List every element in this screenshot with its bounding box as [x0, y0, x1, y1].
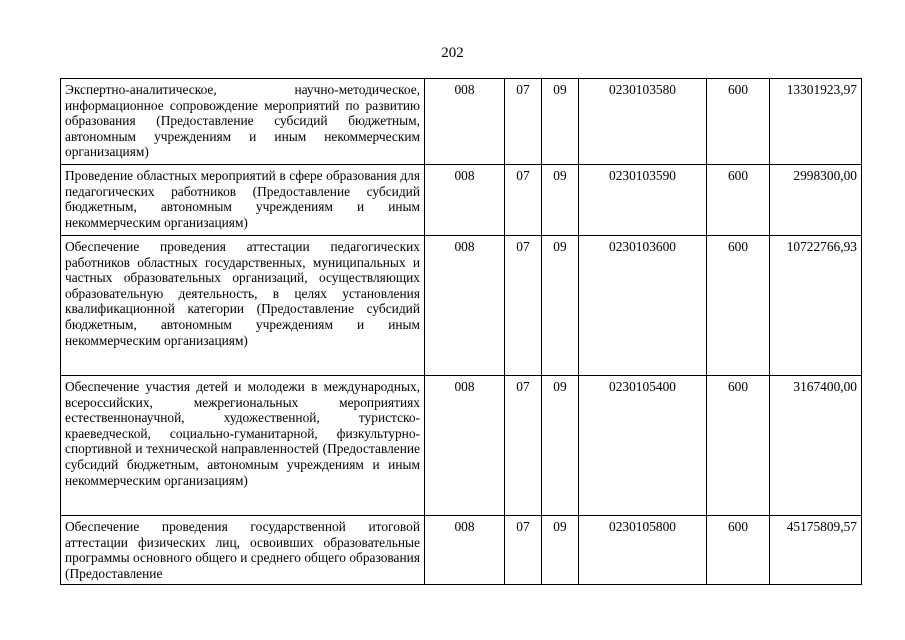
budget-table	[60, 78, 862, 585]
target-article-cell: 0230103600	[579, 236, 707, 376]
ved-cell: 008	[425, 236, 505, 376]
section-cell: 07	[505, 79, 542, 165]
target-article-cell: 0230103580	[579, 79, 707, 165]
amount-cell: 13301923,97	[770, 79, 862, 165]
subsection-cell: 09	[542, 236, 579, 376]
subsection-cell: 09	[542, 516, 579, 585]
ved-cell: 008	[425, 516, 505, 585]
target-article-cell: 0230105800	[579, 516, 707, 585]
section-cell: 07	[505, 165, 542, 236]
amount-cell: 10722766,93	[770, 236, 862, 376]
expense-type-cell: 600	[707, 516, 770, 585]
ved-cell: 008	[425, 165, 505, 236]
page-number: 202	[441, 45, 464, 61]
subsection-cell: 09	[542, 79, 579, 165]
section-cell: 07	[505, 376, 542, 516]
expense-type-cell: 600	[707, 165, 770, 236]
row-name-cell: Проведение областных мероприятий в сфере образования для педагогических работников (Предоставление субсидий бюджетным, автономным учреждениям и иным некоммерческим организациям)	[61, 165, 425, 236]
target-article-cell: 0230103590	[579, 165, 707, 236]
row-name-cell: Экспертно-аналитическое, научно-методическое, информационное сопровождение мероприятий по развитию образования (Предоставление субсидий бюджетным, автономным учреждениям и иным некоммерческим организациям)	[61, 79, 425, 165]
expense-type-cell: 600	[707, 376, 770, 516]
row-name-cell: Обеспечение участия детей и молодежи в международных, всероссийских, межрегиональных мероприятиях естественнонаучной, художественной, туристско-краеведческой, социально-гуманитарной, физкультурно-спортивной и технической направленностей (Предоставление субсидий бюджетным, автономным учреждениям и иным некоммерческим организациям)	[61, 376, 425, 516]
table-row	[61, 516, 862, 585]
table-row	[61, 236, 862, 376]
table-row	[61, 376, 862, 516]
section-cell: 07	[505, 516, 542, 585]
amount-cell: 3167400,00	[770, 376, 862, 516]
expense-type-cell: 600	[707, 79, 770, 165]
expense-type-cell: 600	[707, 236, 770, 376]
amount-cell: 45175809,57	[770, 516, 862, 585]
amount-cell: 2998300,00	[770, 165, 862, 236]
target-article-cell: 0230105400	[579, 376, 707, 516]
row-name-cell: Обеспечение проведения аттестации педагогических работников областных государственных, муниципальных и частных образовательных организаций, осуществляющих образовательную деятельность, в целях установления квалификационной категории (Предоставление субсидий бюджетным, автономным учреждениям и иным некоммерческим организациям)	[61, 236, 425, 376]
table-row	[61, 79, 862, 165]
ved-cell: 008	[425, 79, 505, 165]
row-name-cell: Обеспечение проведения государственной итоговой аттестации физических лиц, освоивших образовательные программы основного общего и среднего общего образования (Предоставление	[61, 516, 425, 585]
subsection-cell: 09	[542, 376, 579, 516]
section-cell: 07	[505, 236, 542, 376]
subsection-cell: 09	[542, 165, 579, 236]
ved-cell: 008	[425, 376, 505, 516]
table-row	[61, 165, 862, 236]
